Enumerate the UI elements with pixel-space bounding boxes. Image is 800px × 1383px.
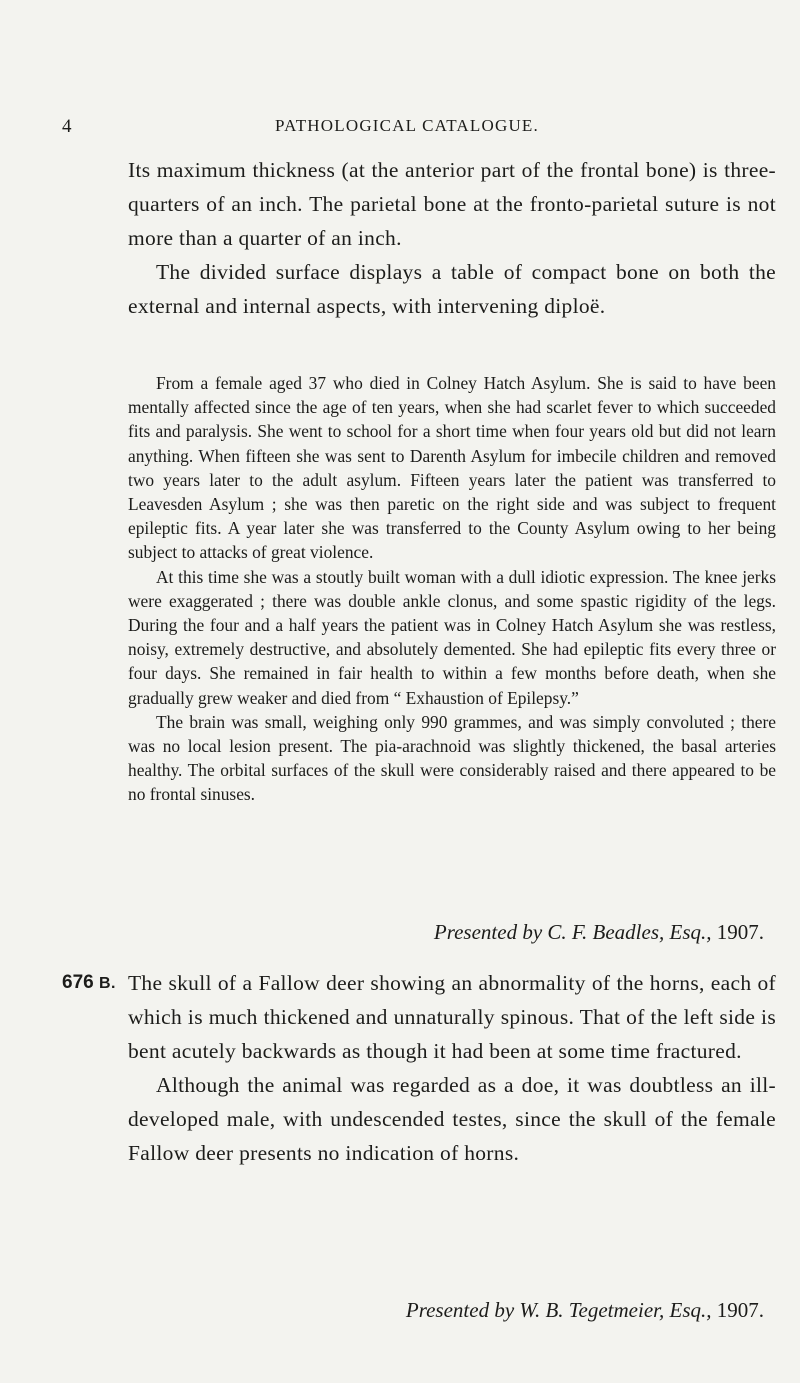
- running-title: PATHOLOGICAL CATALOGUE.: [275, 116, 539, 135]
- history-paragraph: The brain was small, weighing only 990 grammes, and was simply convoluted ; there was no local lesion present. The pia-arachnoid was slightly thickened, the basal arteries healthy. The orbital surfaces of the skull were considerably raised and there appeared to be no frontal sinuses.: [128, 711, 776, 805]
- donation-year: 1907.: [716, 920, 764, 944]
- history-paragraph: From a female aged 37 who died in Colney Hatch Asylum. She is said to have been mentally affected since the age of ten years, when she had scarlet fever to which succeeded fits and paralysis. She went to school for a short time when four years old but did not learn anything. When fifteen she was sent to Darenth Asylum for imbecile children and removed two years later to the adult asylum. Fifteen years later the patient was transferred to Leavesden Asylum ; she was then paretic on the right side and was subject to frequent epileptic fits. A year later she was transferred to the County Asylum owing to her being subject to attacks of great violence.: [128, 373, 776, 563]
- specimen-description: [128, 153, 776, 323]
- page-header: [62, 116, 752, 140]
- presented-by-line: [406, 1298, 764, 1323]
- page-number: 4: [62, 116, 72, 137]
- clinical-history: [128, 371, 776, 807]
- history-paragraph: At this time she was a stoutly built woman with a dull idiotic expression. The knee jerks were exaggerated ; there was double ankle clonus, and some spastic rigidity of the legs. During the four and a half years the patient was in Colney Hatch Asylum she was restless, noisy, extremely destructive, and absolutely demented. She had epileptic fits every three or four days. She remained in fair health to within a few months before death, when she gradually grew weaker and died from “ Exhaustion of Epilepsy.”: [128, 566, 776, 708]
- entry-number: 676: [62, 972, 94, 993]
- specimen-description: [128, 966, 776, 1170]
- donor-credit: Presented by W. B. Tegetmeier, Esq.,: [405, 1298, 712, 1322]
- entry-suffix: B.: [98, 975, 116, 992]
- fallow-deer-paragraph: Although the animal was regarded as a doe, it was doubtless an ill-developed male, with undescended testes, since the skull of the female Fallow deer presents no indication of horns.: [128, 1073, 776, 1165]
- divided-surface-paragraph: The divided surface displays a table of compact bone on both the external and internal aspects, with intervening diploë.: [128, 260, 776, 318]
- presented-by-line: [434, 920, 764, 945]
- donation-year: 1907.: [716, 1298, 764, 1322]
- catalogue-entry-number: [62, 972, 116, 994]
- donor-credit: Presented by C. F. Beadles, Esq.,: [433, 920, 712, 944]
- fallow-deer-paragraph: The skull of a Fallow deer showing an abnormality of the horns, each of which is much thickened and unnaturally spinous. That of the left side is bent acutely backwards as though it had been at some time fractured.: [128, 971, 776, 1063]
- thickness-paragraph: Its maximum thickness (at the anterior part of the frontal bone) is three-quarters of an inch. The parietal bone at the fronto-parietal suture is not more than a quarter of an inch.: [128, 158, 776, 250]
